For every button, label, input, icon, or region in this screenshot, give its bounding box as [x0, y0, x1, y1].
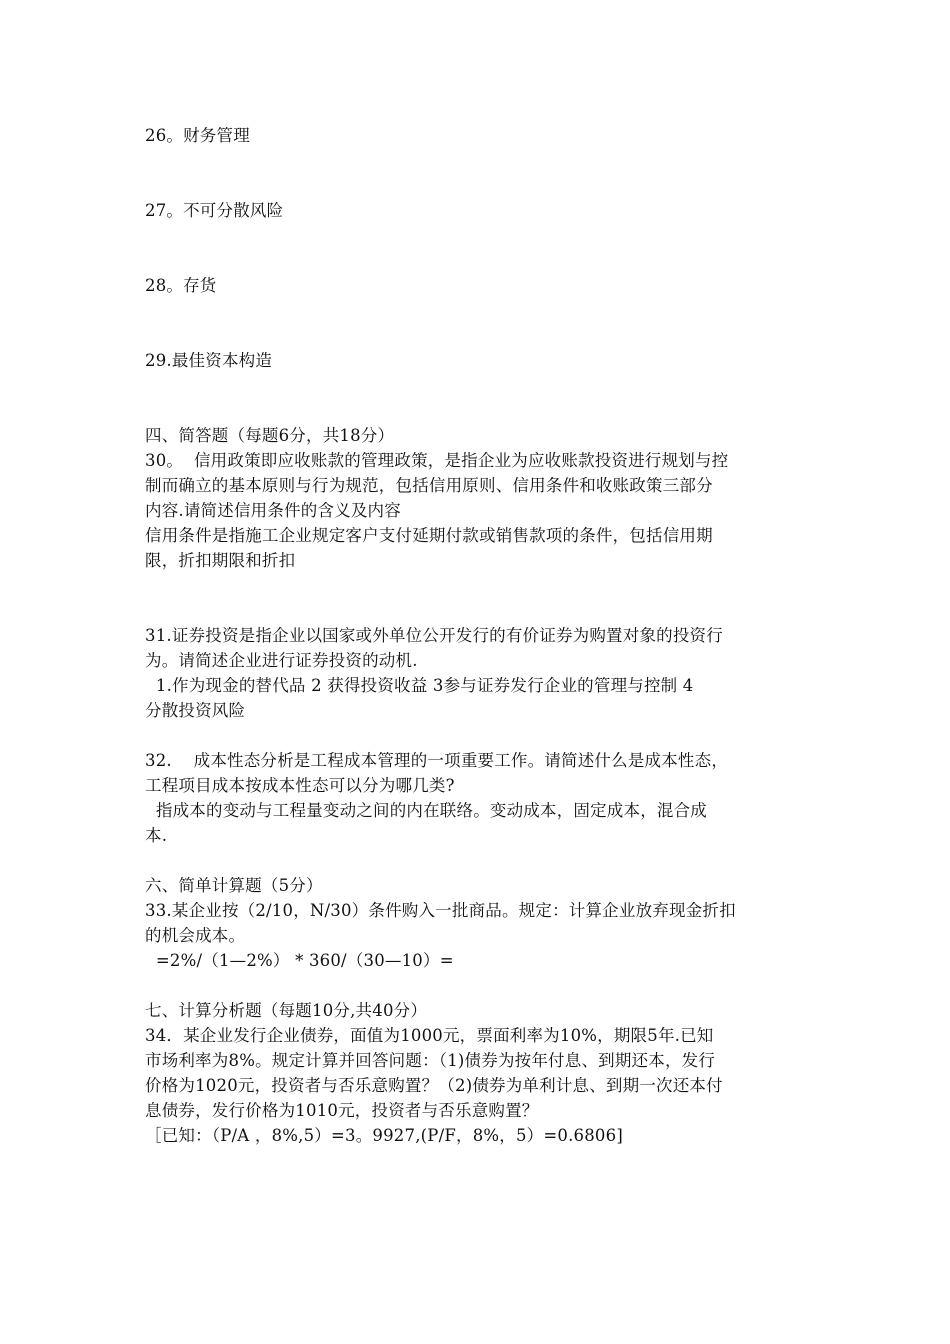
section-7-heading: 七、计算分析题（每题10分,共40分） [145, 1001, 428, 1020]
q30-answer-line-2: 限，折扣期限和折扣 [145, 551, 296, 570]
term-26: 26。财务管理 [145, 126, 250, 145]
q30-answer-line-1: 信用条件是指施工企业规定客户支付延期付款或销售款项的条件，包括信用期 [145, 526, 713, 545]
q32-line-1: 32. 成本性态分析是工程成本管理的一项重要工作。请简述什么是成本性态， [145, 751, 729, 770]
q34-given-values: ［已知：（P/A ，8%,5）=3。9927,(P/F，8%，5）=0.6806] [145, 1126, 623, 1145]
q32-answer-line-1: 指成本的变动与工程量变动之间的内在联络。变动成本，固定成本，混合成 [145, 801, 707, 820]
section-6-heading: 六、简单计算题（5分） [145, 876, 323, 895]
term-27: 27。不可分散风险 [145, 201, 284, 220]
q33-line-1: 33.某企业按（2/10，N/30）条件购入一批商品。规定：计算企业放弃现金折扣 [145, 901, 736, 920]
q34-line-1: 34．某企业发行企业债券，面值为1000元，票面利率为10%，期限5年.已知 [145, 1026, 714, 1045]
q34-line-4: 息债券，发行价格为1010元，投资者与否乐意购置？ [145, 1101, 539, 1120]
q32-answer-line-2: 本. [145, 826, 168, 845]
section-4-heading: 四、简答题（每题6分，共18分） [145, 426, 395, 445]
q31-line-2: 为。请简述企业进行证券投资的动机. [145, 651, 418, 670]
q34-line-3: 价格为1020元，投资者与否乐意购置？（2)债券为单利计息、到期一次还本付 [145, 1076, 723, 1095]
q33-answer: =2%/（1—2%） * 360/（30—10）= [145, 951, 454, 970]
q30-line-3: 内容.请简述信用条件的含义及内容 [145, 501, 401, 520]
q32-line-2: 工程项目成本按成本性态可以分为哪几类? [145, 776, 455, 795]
term-29: 29.最佳资本构造 [145, 351, 273, 370]
q33-line-2: 的机会成本。 [145, 926, 246, 945]
q30-line-1: 30。 信用政策即应收账款的管理政策，是指企业为应收账款投资进行规划与控 [145, 451, 729, 470]
q31-line-1: 31.证券投资是指企业以国家或外单位公开发行的有价证券为购置对象的投资行 [145, 626, 723, 645]
term-28: 28。存货 [145, 276, 217, 295]
q30-line-2: 制而确立的基本原则与行为规范，包括信用原则、信用条件和收账政策三部分 [145, 476, 713, 495]
q31-answer-line-2: 分散投资风险 [145, 701, 246, 720]
q34-line-2: 市场利率为8%。规定计算并回答问题：（1)债券为按年付息、到期还本，发行 [145, 1051, 716, 1070]
q31-answer-line-1: 1.作为现金的替代品 2 获得投资收益 3参与证券发行企业的管理与控制 4 [145, 676, 694, 695]
